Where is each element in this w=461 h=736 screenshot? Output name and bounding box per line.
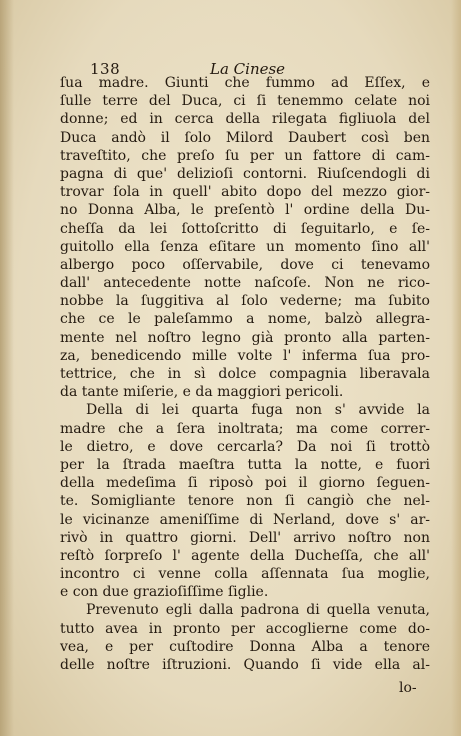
text-line: delle noſtre iſtruzioni. Quando ſi vide ella al- — [60, 657, 430, 673]
text-line: vea, e per cuſtodire Donna Alba a tenore — [60, 638, 430, 655]
text-line: Della di lei quarta fuga non s' avvide la — [86, 402, 430, 419]
text-line: Prevenuto egli dalla padrona di quella venuta, — [86, 602, 430, 619]
page-edge-shadow-left — [0, 0, 14, 736]
text-line: reſtò ſorpreſo l' agente della Ducheſſa, che all' — [60, 547, 430, 564]
text-line: le vicinanze ameniſſime di Nerland, dove s' ar- — [60, 511, 430, 528]
text-line: che ce le paleſammo a nome, balzò allegra- — [60, 311, 430, 328]
text-line: mente nel noſtro legno già pronto alla parten- — [60, 329, 430, 346]
text-line: traveſtito, che preſo ſu per un fattore di cam- — [60, 147, 430, 164]
page-edge-shadow-right — [451, 0, 461, 736]
text-line: della medeſima ſi riposò poi il giorno ſeguen- — [60, 475, 430, 492]
text-line: tutto avea in pronto per accoglierne come do- — [60, 620, 430, 637]
text-line: rivò in quattro giorni. Dell' arrivo noſtro non — [60, 529, 430, 546]
text-line: ſua madre. Giunti che fummo ad Eſſex, e — [60, 75, 430, 91]
text-line: ſulle terre del Duca, ci ſi tenemmo celate noi — [60, 93, 430, 110]
text-line: donne; ed in cerca della rilegata figliuola del — [60, 111, 430, 128]
text-line: nobbe la ſuggitiva al ſolo vederne; ma ſubito — [60, 293, 430, 310]
text-line: trovar ſola in quell' abito dopo del mezzo gior- — [60, 184, 430, 201]
running-head: La Cinese — [210, 60, 286, 78]
text-line: albergo poco oſſervabile, dove ci tenevamo — [60, 256, 430, 273]
text-line: cheſſa da lei ſottoſcritto di ſeguitarlo, e ſe- — [60, 220, 430, 237]
text-line: da tante miſerie, e da maggiori pericoli. — [60, 384, 344, 401]
text-line: pagna di que' delizioſi contorni. Riuſcendogli di — [60, 165, 430, 182]
text-line: incontro ci venne colla aſſennata ſua moglie, — [60, 566, 430, 583]
text-line: te. Somigliante tenore non ſi cangiò che nel- — [60, 493, 430, 510]
text-line: e con due grazioſiſſime ſiglie. — [60, 584, 269, 601]
text-line: madre che a ſera inoltrata; ma come correr- — [60, 420, 430, 437]
text-line: per la ſtrada maeſtra tutta la notte, e fuori — [60, 456, 430, 473]
catchword: lo- — [399, 680, 417, 696]
text-line: Duca andò il ſolo Milord Daubert così ben — [60, 129, 430, 146]
text-line: za, benedicendo mille volte l' inferma ſua pro- — [60, 347, 430, 364]
text-line: le dietro, e dove cercarla? Da noi ſi trottò — [60, 438, 430, 455]
text-line: tettrice, che in sì dolce compagnia liberavala — [60, 366, 430, 382]
page-number: 138 — [90, 60, 121, 78]
text-line: no Donna Alba, le preſentò l' ordine della Du- — [60, 202, 430, 219]
text-line: dall' antecedente notte naſcoſe. Non ne rico- — [60, 275, 430, 292]
text-line: guitollo ella ſenza eſitare un momento ſino all' — [60, 238, 430, 255]
body-text — [60, 74, 430, 674]
